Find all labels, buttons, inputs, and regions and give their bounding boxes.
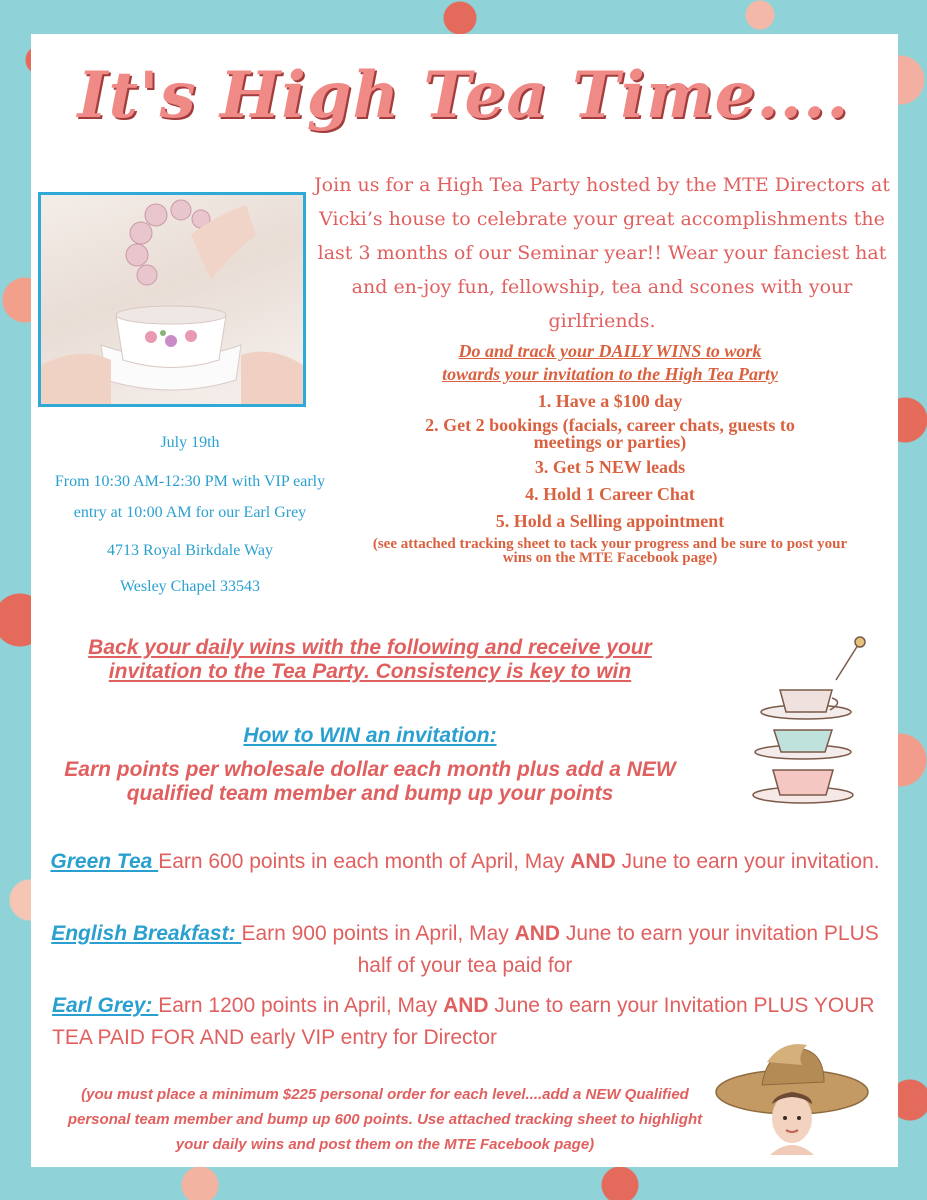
event-time: From 10:30 AM-12:30 PM with VIP early entry at 10:00 AM for our Earl Grey — [54, 473, 326, 521]
invitation-intro: Join us for a High Tea Party hosted by the MTE Directors at Vicki’s house to celebrate your great accomplishments the last 3 months of our Seminar year!! Wear your fanciest hat and en-joy fun, fellowship, tea and scones with your girlfriends. — [314, 174, 890, 332]
list-item: 4. Hold 1 Career Chat — [525, 484, 695, 504]
level-name: English Breakfast: — [51, 922, 242, 945]
level-name: Earl Grey: — [52, 994, 159, 1017]
daily-wins-list — [360, 390, 860, 532]
back-wins-text: Back your daily wins with the following and receive your invitation to the Tea Party. Consistency is key to win — [88, 636, 652, 683]
list-item: 3. Get 5 NEW leads — [534, 457, 686, 477]
level-emphasis: AND — [443, 994, 489, 1017]
list-item: 5. Hold a Selling appointment — [495, 511, 725, 531]
event-details — [40, 430, 340, 600]
hat-lady-illustration — [712, 1040, 872, 1155]
event-city: Wesley Chapel 33543 — [119, 578, 260, 595]
teacups-illustration — [708, 620, 883, 820]
earn-points-text: Earn points per wholesale dollar each month plus add a NEW qualified team member and bump up your points — [64, 758, 676, 805]
heading-line: Do and track your DAILY WINS to work — [458, 341, 762, 361]
level-text: Earn 600 points in each month of April, May — [158, 850, 571, 873]
level-emphasis: AND — [514, 922, 561, 945]
level-green-tea — [50, 846, 880, 878]
level-text: Earn 1200 points in April, May — [158, 994, 444, 1017]
daily-wins-heading — [360, 340, 860, 386]
list-item: 2. Get 2 bookings (facials, career chats, guests to meetings or parties) — [425, 415, 795, 452]
event-address: 4713 Royal Birkdale Way — [107, 542, 273, 559]
heading-line: towards your invitation to the High Tea Party — [442, 364, 778, 384]
how-to-win-heading: How to WIN an invitation: — [243, 724, 497, 747]
list-item: 1. Have a $100 day — [537, 391, 683, 411]
event-date: July 19th — [160, 434, 220, 451]
level-text: June to earn your invitation PLUS half of your tea paid for — [357, 922, 879, 977]
tracking-note: (see attached tracking sheet to tack your progress and be sure to post your wins on the MTE Facebook page) — [372, 536, 848, 566]
level-text: June to earn your invitation. — [615, 850, 880, 873]
daily-wins-section — [360, 340, 860, 565]
level-english-breakfast — [50, 918, 880, 982]
level-emphasis: AND — [570, 850, 616, 873]
footnote: (you must place a minimum $225 personal order for each level....add a NEW Qualified personal team member and bump up 600 points. Use attached tracking sheet to highlight your daily wins and post them on the MTE Facebook page) — [67, 1086, 703, 1153]
teacup-photo — [38, 192, 306, 407]
level-text: June to earn your Invitation PLUS YOUR TEA PAID FOR AND early VIP entry for Director — [52, 994, 875, 1049]
level-text: Earn 900 points in April, May — [241, 922, 515, 945]
level-name: Green Tea — [50, 850, 159, 873]
page-title: It's High Tea Time.... — [77, 58, 850, 133]
